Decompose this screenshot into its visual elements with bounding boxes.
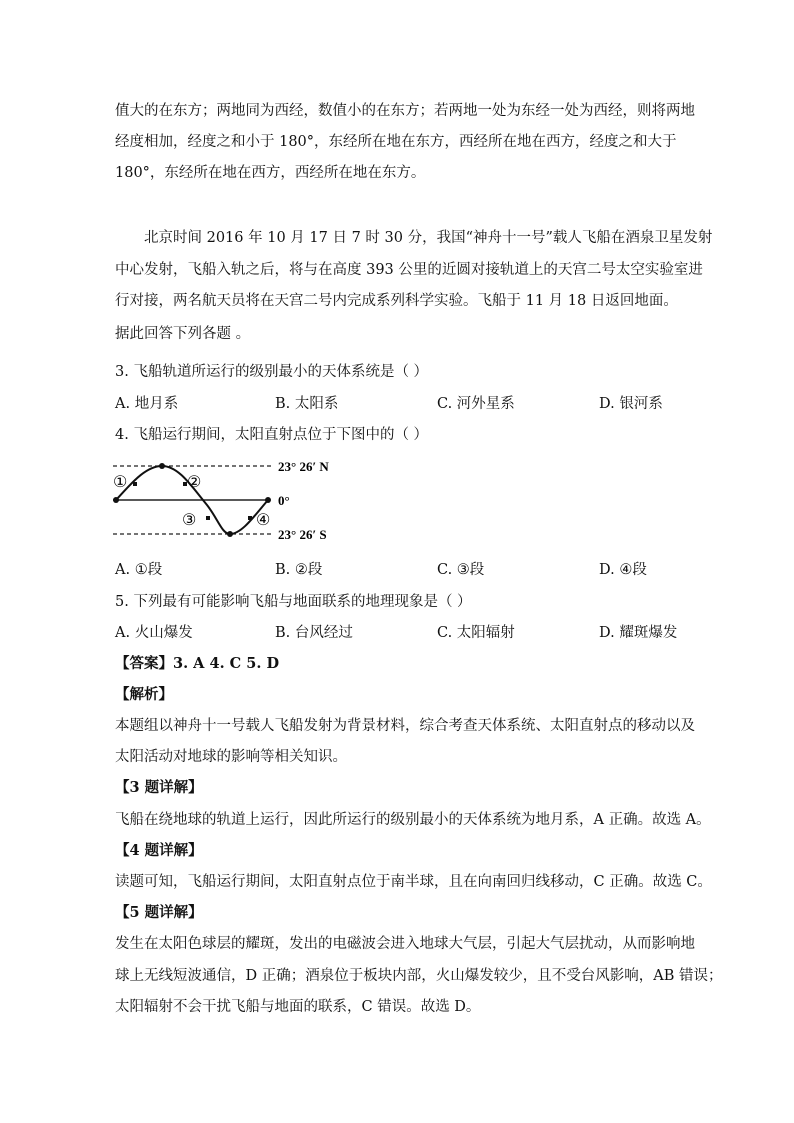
q4-option-b: B. ②段 — [275, 562, 323, 578]
equator-label: 0° — [278, 493, 290, 508]
intro-line-2: 经度相加，经度之和小于 180°，东经所在地在东方，西经所在地在西方，经度之和大于 — [115, 134, 677, 150]
q3-option-d: D. 银河系 — [599, 396, 663, 412]
answer-line: 【答案】3. A 4. C 5. D — [115, 655, 280, 672]
curve-point-north-peak — [159, 463, 165, 469]
question-3-stem: 3. 飞船轨道所运行的级别最小的天体系统是（ ） — [115, 364, 429, 380]
curve-point-end — [265, 497, 271, 503]
analysis-heading: 【解析】 — [115, 686, 173, 703]
question-5-stem: 5. 下列最有可能影响飞船与地面联系的地理现象是（ ） — [115, 594, 472, 610]
q4-option-d: D. ④段 — [599, 562, 647, 578]
question-4-stem: 4. 飞船运行期间，太阳直射点位于下图中的（ ） — [115, 427, 429, 443]
passage-line-3: 行对接，两名航天员将在天宫二号内完成系列科学实验。飞船于 11 月 18 日返回地面。 — [115, 293, 678, 309]
q3-option-c: C. 河外星系 — [437, 396, 515, 412]
detail-5-line-1: 发生在太阳色球层的耀斑，发出的电磁波会进入地球大气层，引起大气层扰动，从而影响地 — [115, 936, 695, 952]
subsolar-point-diagram — [110, 455, 370, 545]
intro-line-3: 180°，东经所在地在西方，西经所在地在东方。 — [115, 165, 426, 181]
passage-line-2: 中心发射，飞船入轨之后，将与在高度 393 公里的近圆对接轨道上的天宫二号太空实验室进 — [115, 262, 703, 278]
passage-line-1: 北京时间 2016 年 10 月 17 日 7 时 30 分，我国“神舟十一号”载人飞船在酒泉卫星发射 — [144, 230, 713, 246]
q5-option-a: A. 火山爆发 — [115, 625, 193, 641]
q3-option-a: A. 地月系 — [115, 396, 179, 412]
q4-option-a: A. ①段 — [115, 562, 163, 578]
detail-5-line-2: 球上无线短波通信，D 正确；酒泉位于板块内部，火山爆发较少，且不受台风影响，AB 错误； — [115, 968, 723, 984]
q3-option-b: B. 太阳系 — [275, 396, 339, 412]
passage-instruction: 据此回答下列各题 。 — [115, 326, 251, 342]
segment-1-label: ① — [113, 474, 128, 491]
segment-1-marker — [133, 482, 137, 486]
detail-5-heading: 【5 题详解】 — [115, 904, 203, 921]
segment-2-label: ② — [187, 474, 202, 491]
detail-4-heading: 【4 题详解】 — [115, 842, 203, 859]
q5-option-d: D. 耀斑爆发 — [599, 625, 678, 641]
analysis-line-1: 本题组以神舟十一号载人飞船发射为背景材料，综合考查天体系统、太阳直射点的移动以及 — [115, 718, 695, 734]
analysis-line-2: 太阳活动对地球的影响等相关知识。 — [115, 749, 347, 765]
detail-3-heading: 【3 题详解】 — [115, 779, 203, 796]
detail-3-line-1: 飞船在绕地球的轨道上运行，因此所运行的级别最小的天体系统为地月系，A 正确。故选 A。 — [115, 812, 711, 828]
curve-point-south-trough — [227, 531, 233, 537]
segment-4-label: ④ — [256, 512, 271, 529]
intro-line-1: 值大的在东方；两地同为西经，数值小的在东方；若两地一处为东经一处为西经，则将两地 — [115, 103, 695, 119]
segment-3-label: ③ — [182, 512, 197, 529]
q5-option-c: C. 太阳辐射 — [437, 625, 515, 641]
q4-option-c: C. ③段 — [437, 562, 485, 578]
segment-3-marker — [206, 516, 210, 520]
detail-5-line-3: 太阳辐射不会干扰飞船与地面的联系，C 错误。故选 D。 — [115, 999, 481, 1015]
segment-4-marker — [248, 516, 252, 520]
detail-4-line-1: 读题可知，飞船运行期间，太阳直射点位于南半球，且在向南回归线移动，C 正确。故选 C。 — [115, 874, 712, 890]
q5-option-b: B. 台风经过 — [275, 625, 353, 641]
tropic-of-cancer-label: 23° 26′ N — [278, 459, 329, 474]
tropic-of-capricorn-label: 23° 26′ S — [278, 527, 327, 542]
curve-point-start — [113, 497, 119, 503]
